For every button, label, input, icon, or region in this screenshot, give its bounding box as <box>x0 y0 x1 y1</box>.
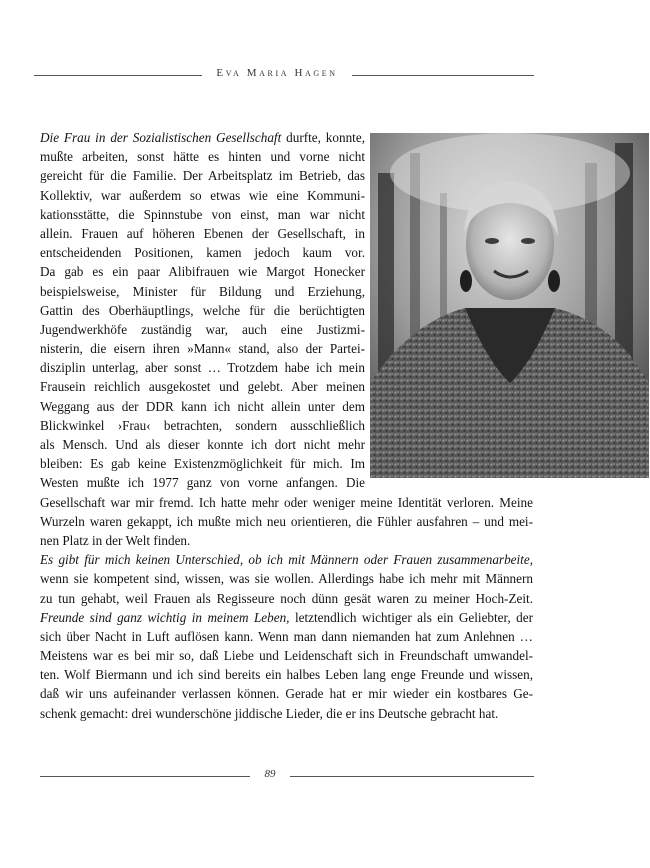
text-line <box>40 205 365 224</box>
header-rule-left <box>34 75 202 76</box>
text-line <box>40 339 365 358</box>
text-run: letztendlich wichtiger als ein Geliebter, der <box>289 609 533 625</box>
text-line <box>40 512 533 531</box>
text-line <box>40 262 365 281</box>
italic-run: Freunde sind ganz wichtig in meinem Leben, <box>40 609 290 625</box>
text-line <box>40 301 365 320</box>
text-run: Gattin des Oberhäuptlings, welche für die berüchtigten <box>40 302 365 318</box>
text-run: disziplin unterlag, aber sonst … Trotzdem habe ich mein <box>40 360 365 376</box>
text-run: Weggang aus der DDR kann ich nicht allein unter dem <box>40 398 365 414</box>
text-run: sich über Nacht in Luft auflösen kann. Wenn man dann niemanden hat zum Anlehnen … <box>40 628 533 644</box>
text-line <box>40 550 533 569</box>
running-header <box>0 66 650 86</box>
text-line <box>40 435 365 454</box>
text-line <box>40 358 365 377</box>
text-line <box>40 166 365 185</box>
header-rule-right <box>352 75 534 76</box>
text-run: Gesellschaft war mir fremd. Ich hatte mehr oder weniger meine Identität verloren. Meine <box>40 494 533 510</box>
footer-rule-left <box>40 776 250 777</box>
text-run: Wurzeln waren gekappt, ich mußte mich neu orientieren, die Fühler ausfahren – und mei- <box>40 513 533 529</box>
text-line <box>40 320 365 339</box>
text-run: Meistens war es bei mir so, daß Liebe und Leidenschaft sich in Freundschaft umwandel- <box>40 648 533 664</box>
text-line <box>40 377 365 396</box>
text-run: nisterin, die eisern ihren »Mann« stand, also der Partei- <box>40 341 365 357</box>
text-run: allein. Frauen auf höheren Ebenen der Gesellschaft, in <box>40 225 365 241</box>
page-number: 89 <box>264 768 276 780</box>
text-run: Kollektiv, war außerdem so etwas wie eine Kommuni- <box>40 187 365 203</box>
text-line <box>40 665 533 684</box>
text-line <box>40 704 533 723</box>
text-run: wenn sie kompetent sind, wissen, was sie wollen. Allerdings habe ich mehr mit Männern <box>40 571 533 587</box>
text-line <box>40 397 365 416</box>
text-run: Jugendwerkhöfe zuständig war, auch eine Justizmi- <box>40 321 365 337</box>
text-run: gereicht für die Familie. Der Arbeitsplatz im Betrieb, das <box>40 168 365 184</box>
text-line <box>40 416 365 435</box>
text-run: Blickwinkel ›Frau‹ betrachten, sondern ausschließlich <box>40 417 365 433</box>
body-text <box>40 128 533 723</box>
text-line <box>40 684 533 703</box>
text-run: kationsstätte, die Spinnstube von einst, man war nicht <box>40 206 365 222</box>
page-footer <box>0 768 650 784</box>
footer-rule-right <box>290 776 534 777</box>
text-run: als Mensch. Und als dieser konnte ich dort nicht mehr <box>40 437 365 452</box>
text-line <box>40 128 365 147</box>
text-line <box>40 569 533 588</box>
text-line <box>40 454 365 473</box>
text-run: ten. Wolf Biermann und ich sind bereits ein halbes Leben lang enge Freunde und wissen, <box>40 667 533 683</box>
text-run: schenk gemacht: drei wunderschöne jiddische Lieder, die er ins Deutsche gebracht hat. <box>40 705 499 721</box>
text-run: durfte, konnte, <box>281 130 365 145</box>
italic-run: Die Frau in der Sozialistischen Gesellschaft <box>40 130 282 145</box>
text-line <box>40 493 533 512</box>
text-run: Westen mußte ich 1977 ganz von vorne anfangen. Die <box>40 475 365 491</box>
text-line <box>40 531 533 550</box>
text-line <box>40 646 533 665</box>
text-line <box>40 186 365 205</box>
text-line <box>40 473 365 492</box>
text-run: bleiben: Es gab keine Existenzmöglichkeit für mich. Im <box>40 456 365 472</box>
text-run: Frausein reichlich ausgekostet und gelebt. Aber meinen <box>40 379 365 395</box>
text-run: nen Platz in der Welt finden. <box>40 532 191 548</box>
text-line <box>40 608 533 627</box>
running-head-title: Eva Maria Hagen <box>216 67 338 79</box>
text-run: zu tun gehabt, weil Frauen als Regisseure noch dünn gesät waren zu meiner Hoch-Zeit. <box>40 590 533 606</box>
text-run: Da gab es ein paar Alibifrauen wie Margot Honecker <box>40 264 365 280</box>
text-line <box>40 589 533 608</box>
text-line <box>40 147 365 166</box>
italic-run: Es gibt für mich keinen Unterschied, ob ich mit Männern oder Frauen zusammenarbeite, <box>40 552 533 568</box>
text-line <box>40 282 365 301</box>
text-line <box>40 243 365 262</box>
text-line <box>40 627 533 646</box>
text-run: daß wir uns aufeinander verlassen können. Gerade hat er mir wieder ein kostbares Ge- <box>40 686 533 702</box>
text-run: mußte arbeiten, sonst hätte es hinten und vorne nicht <box>40 149 365 165</box>
text-run: beispielsweise, Minister für Bildung und Erziehung, <box>40 283 365 299</box>
text-line <box>40 224 365 243</box>
text-run: entscheidenden Positionen, kamen jedoch kaum vor. <box>40 245 365 261</box>
